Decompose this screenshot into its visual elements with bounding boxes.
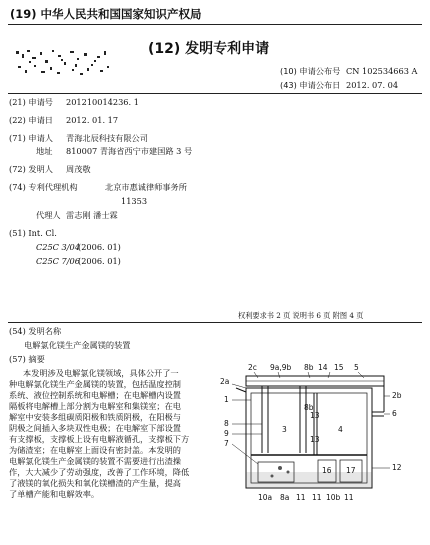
address: 810007 青海省西宁市建国路 3 号 — [66, 146, 193, 156]
section-rule — [8, 322, 422, 323]
abstract-line: 有支撑板，支撑板上设有电解液循孔，支撑板下方 — [9, 434, 190, 444]
inventor: 周茂敬 — [66, 164, 91, 174]
figure-label: 8 — [224, 419, 229, 428]
abstract-line: 为储渣室；在电解室上面设有密封盖。本发明的 — [9, 445, 181, 455]
agent: 雷志刚 潘士霖 — [66, 210, 118, 220]
figure-label: 8b — [304, 403, 314, 412]
figure-label: 6 — [392, 409, 397, 418]
agent-label: 代理人 — [36, 210, 61, 220]
agency-label: (74) 专利代理机构 — [9, 182, 78, 192]
figure-label: 5 — [354, 363, 359, 372]
abstract-line: 了液镁的氧化损失和氧化镁槽渣的产生量，提高 — [9, 478, 181, 488]
figure-label: 9 — [224, 429, 229, 438]
abstract-line: 隔板将电解槽上部分割为电解室和集镁室；在电 — [9, 401, 181, 411]
abstract-line: 阴极之间插入多块双性电极；在电解室下部设置 — [9, 423, 181, 433]
figure-label: 15 — [334, 363, 344, 372]
patent-office-seal — [14, 48, 112, 77]
intcl-label: (51) Int. Cl. — [9, 228, 57, 238]
abstract-label: (57) 摘要 — [9, 354, 45, 364]
applicant: 青海北辰科技有限公司 — [66, 133, 148, 143]
figure-label: 13 — [310, 411, 320, 420]
figure-label: 13 — [310, 435, 320, 444]
applicant-label: (71) 申请人 — [9, 133, 53, 143]
figure-label: 10a — [258, 493, 273, 502]
pub-date-label: (43) 申请公布日 — [280, 80, 341, 90]
abstract-line: 电解氯化镁生产金属镁的装置不需要进行出渣操 — [9, 456, 181, 466]
ipc-code: C25C 3/04 — [36, 242, 80, 252]
pub-date: 2012. 07. 04 — [346, 80, 399, 90]
office-name: (19) 中华人民共和国国家知识产权局 — [10, 7, 202, 21]
document-type: (12) 发明专利申请 — [148, 41, 270, 57]
address-label: 地址 — [36, 146, 53, 156]
agency: 北京市惠诚律师事务所 — [105, 182, 187, 192]
figure-label: 3 — [282, 425, 287, 434]
abstract-line: 系统、液位控制系统和电解槽；在电解槽内设置 — [9, 390, 181, 400]
header-rule — [8, 24, 422, 25]
ipc-version: (2006. 01) — [78, 256, 121, 266]
figure-label: 11 — [296, 493, 306, 502]
invention-title: 电解氯化镁生产金属镁的装置 — [24, 340, 131, 350]
abstract-text — [9, 368, 214, 500]
app-no: 201210014236. 1 — [66, 97, 139, 107]
pub-no-label: (10) 申请公布号 — [280, 66, 341, 76]
figure-label: 9a,9b — [270, 363, 292, 372]
abstract-line: 解室中安装多组碳质阳极和铁质阴极，在阳极与 — [9, 412, 181, 422]
figure-label: 14 — [318, 363, 328, 372]
figure-label: 2a — [220, 377, 230, 386]
filing-date-label: (22) 申请日 — [9, 115, 53, 125]
abstract-line: 本发明涉及电解氯化镁领域，具体公开了一 — [23, 368, 179, 378]
figure-label: 10b — [326, 493, 341, 502]
figure-label: 8b — [304, 363, 314, 372]
electrolysis-cell-drawing — [218, 360, 424, 505]
figure-label: 11 — [344, 493, 354, 502]
filing-date: 2012. 01. 17 — [66, 115, 119, 125]
pub-no: CN 102534663 A — [346, 66, 418, 76]
app-no-label: (21) 申请号 — [9, 97, 53, 107]
figure-label: 12 — [392, 463, 402, 472]
figure-label: 11 — [312, 493, 322, 502]
header-bottom-rule — [8, 93, 422, 94]
figure-label: 2b — [392, 391, 402, 400]
page-count-info: 权利要求书 2 页 说明书 6 页 附图 4 页 — [238, 311, 364, 320]
figure-label: 1 — [224, 395, 229, 404]
abstract-line: 了单槽产能和电解效率。 — [9, 489, 100, 499]
figure-label: 16 — [322, 466, 332, 475]
ipc-version: (2006. 01) — [78, 242, 121, 252]
figure-label: 17 — [346, 466, 356, 475]
figure-label: 7 — [224, 439, 229, 448]
abstract-line: 种电解氯化镁生产金属镁的装置，包括温度控制 — [9, 379, 181, 389]
ipc-code: C25C 7/06 — [36, 256, 80, 266]
abstract-line: 作，大大减少了劳动强度，改善了工作环境，降低 — [9, 467, 190, 477]
figure-label: 4 — [338, 425, 343, 434]
agency-code: 11353 — [121, 196, 148, 206]
inventor-label: (72) 发明人 — [9, 164, 53, 174]
figure-label: 2c — [248, 363, 257, 372]
figure-label: 8a — [280, 493, 290, 502]
title-label: (54) 发明名称 — [9, 326, 62, 336]
